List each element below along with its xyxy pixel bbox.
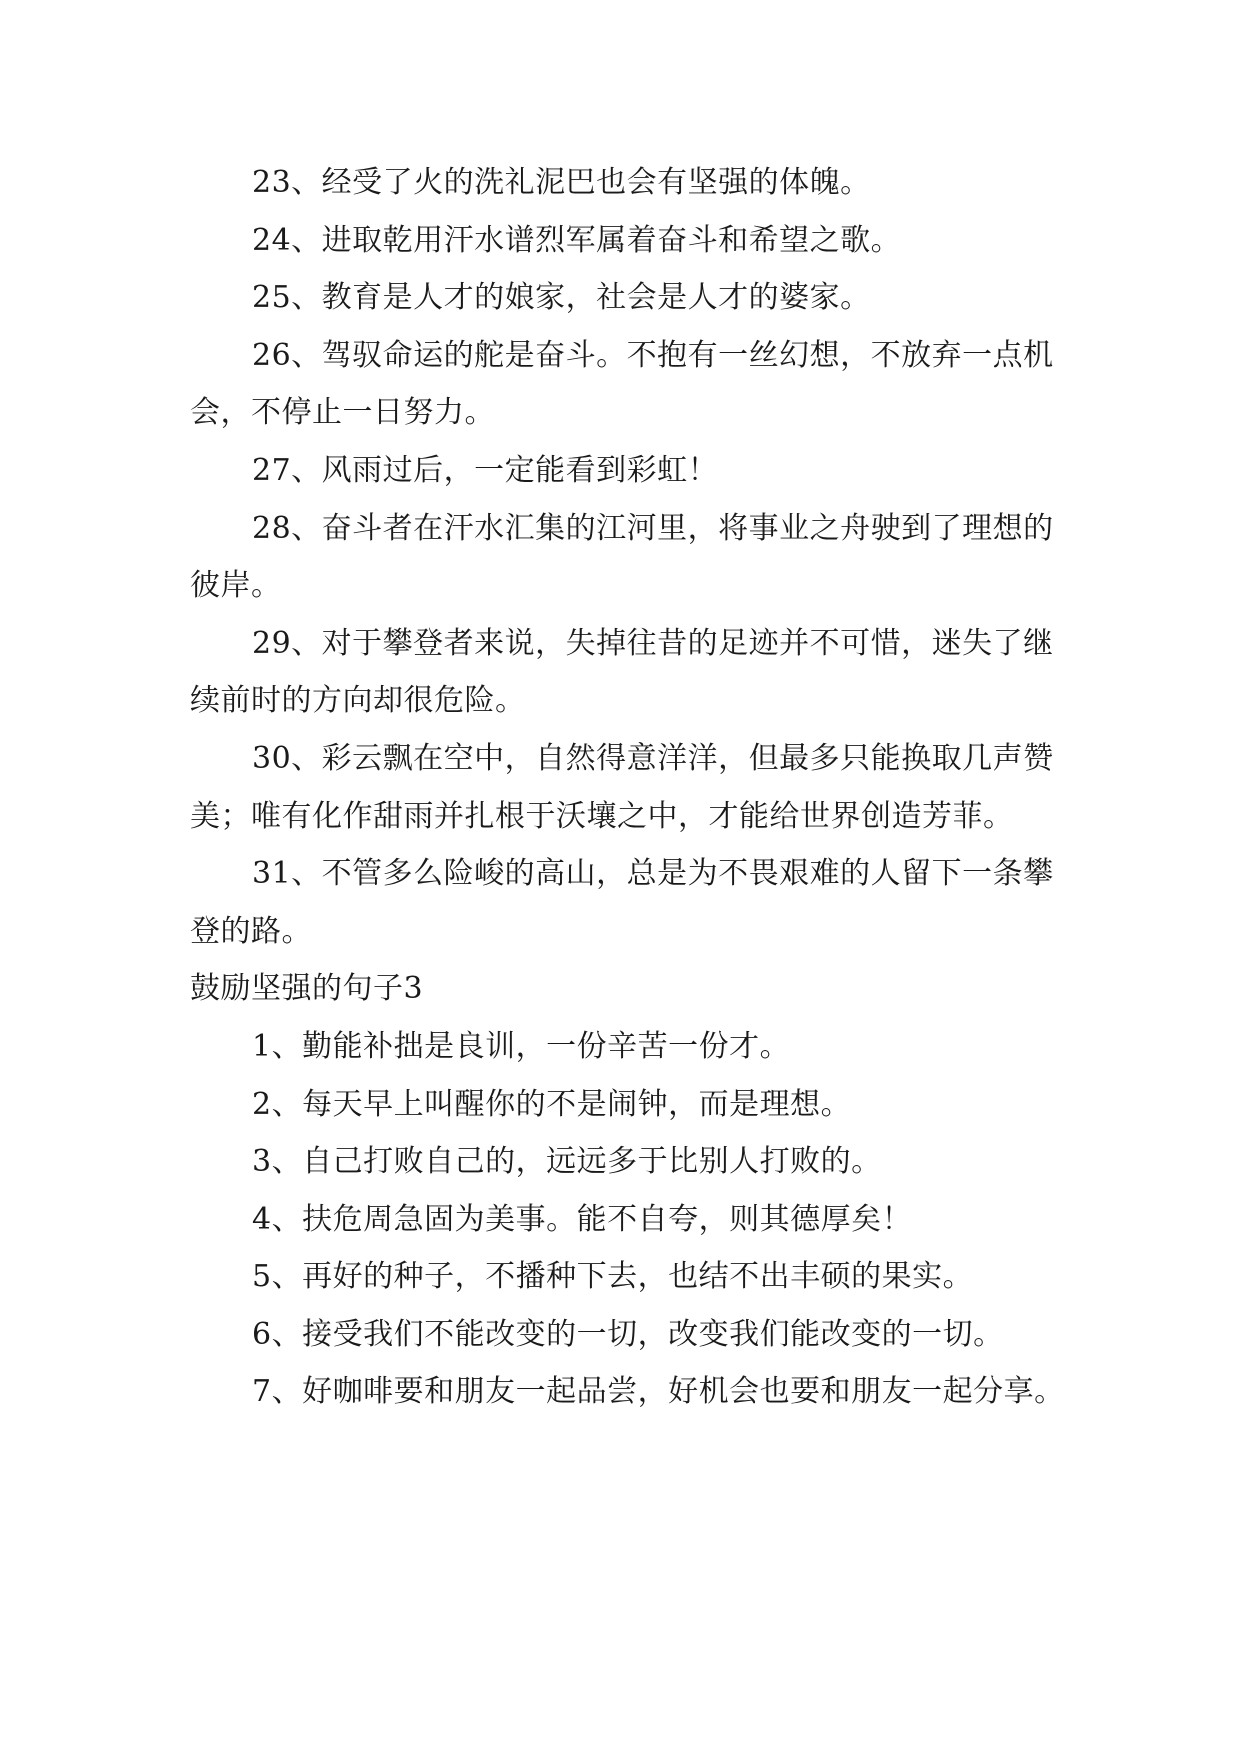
quote-paragraph: 30、彩云飘在空中，自然得意洋洋，但最多只能换取几声赞美；唯有化作甜雨并扎根于沃壤之中，才能给世界创造芳菲。	[190, 740, 1054, 834]
quote-paragraph: 31、不管多么险峻的高山，总是为不畏艰难的人留下一条攀登的路。	[190, 856, 1054, 949]
quote-paragraph: 2、每天早上叫醒你的不是闹钟，而是理想。	[252, 1086, 852, 1122]
quote-paragraph: 28、奋斗者在汗水汇集的江河里，将事业之舟驶到了理想的彼岸。	[190, 510, 1054, 604]
quote-paragraph: 27、风雨过后，一定能看到彩虹！	[252, 452, 719, 488]
quote-paragraph: 5、再好的种子，不播种下去，也结不出丰硕的果实。	[252, 1259, 974, 1295]
quote-paragraph: 6、接受我们不能改变的一切，改变我们能改变的一切。	[252, 1316, 1004, 1352]
quote-paragraph: 24、进取乾用汗水谱烈军属着奋斗和希望之歌。	[252, 222, 902, 258]
quote-paragraph: 29、对于攀登者来说，失掉往昔的足迹并不可惜，迷失了继续前时的方向却很危险。	[190, 625, 1054, 719]
quote-paragraph: 25、教育是人才的娘家，社会是人才的婆家。	[252, 280, 871, 316]
quote-paragraph: 7、好咖啡要和朋友一起品尝，好机会也要和朋友一起分享。	[252, 1374, 1065, 1410]
section-heading: 鼓励坚强的句子3	[190, 971, 424, 1007]
quote-paragraph: 26、驾驭命运的舵是奋斗。不抱有一丝幻想，不放弃一点机会，不停止一日努力。	[190, 337, 1054, 431]
quote-paragraph: 4、扶危周急固为美事。能不自夸，则其德厚矣！	[252, 1201, 913, 1237]
quote-paragraph: 3、自己打败自己的，远远多于比别人打败的。	[252, 1144, 882, 1180]
document-body	[190, 154, 1070, 1421]
quote-paragraph: 23、经受了火的洗礼泥巴也会有坚强的体魄。	[252, 165, 871, 200]
quote-paragraph: 1、勤能补拙是良训，一份辛苦一份才。	[252, 1028, 791, 1064]
